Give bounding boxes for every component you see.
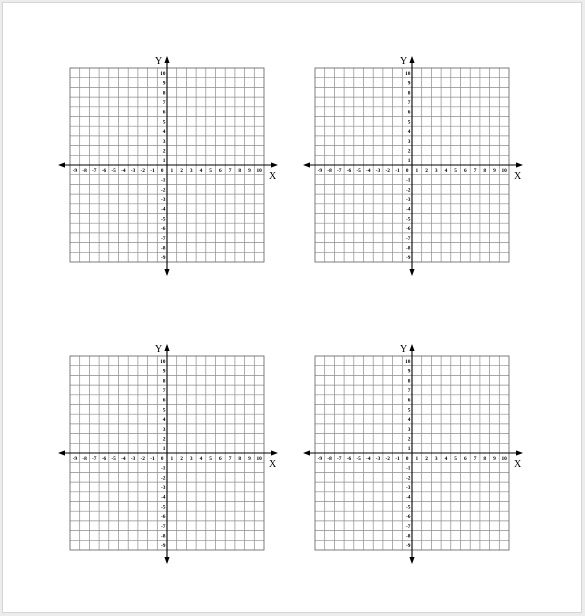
y-tick-label: 7 <box>162 99 166 106</box>
y-tick-label: 8 <box>407 90 411 97</box>
x-tick-label: -7 <box>92 168 97 175</box>
x-tick-label: 2 <box>425 456 428 463</box>
y-tick-label: 3 <box>162 138 166 145</box>
x-tick-label: -2 <box>385 456 390 463</box>
x-tick-label: 10 <box>256 456 262 463</box>
y-axis-top-arrow <box>164 56 169 63</box>
y-tick-label: -8 <box>406 533 411 540</box>
y-axis-top-arrow <box>409 344 414 351</box>
x-tick-label: -9 <box>72 168 78 175</box>
coordinate-graph-bottom-left <box>58 344 278 564</box>
x-tick-label: 3 <box>434 168 438 175</box>
y-tick-label: 5 <box>407 119 411 126</box>
x-tick-label: 5 <box>209 456 213 463</box>
x-tick-label: -8 <box>327 456 332 463</box>
y-axis-bottom-arrow <box>164 557 169 564</box>
x-tick-label: 0 <box>160 168 164 175</box>
x-tick-label: 10 <box>256 168 262 175</box>
x-tick-label: -3 <box>375 168 381 175</box>
y-tick-label: 2 <box>162 436 166 443</box>
x-tick-label: -4 <box>121 168 126 175</box>
y-tick-label: -5 <box>161 216 166 223</box>
x-axis-right-arrow <box>516 162 523 167</box>
x-tick-label: -2 <box>140 456 145 463</box>
x-tick-label: -1 <box>395 168 400 175</box>
x-tick-label: -7 <box>337 168 342 175</box>
y-tick-label: -1 <box>161 465 166 472</box>
y-tick-label: -6 <box>161 514 166 521</box>
y-tick-label: 2 <box>162 148 166 155</box>
x-tick-label: -4 <box>366 168 371 175</box>
y-tick-label: 6 <box>407 397 411 404</box>
x-tick-label: -8 <box>327 168 332 175</box>
y-tick-label: -7 <box>161 523 166 530</box>
y-axis-label: Y <box>400 344 408 355</box>
y-tick-label: -5 <box>406 216 411 223</box>
y-tick-label: -2 <box>406 187 411 194</box>
y-tick-label: 1 <box>162 158 166 165</box>
x-tick-label: -9 <box>72 456 78 463</box>
coordinate-graph-bottom-right <box>303 344 523 564</box>
y-tick-label: 3 <box>162 426 166 433</box>
coordinate-graph-sheet <box>3 3 583 614</box>
x-tick-label: 8 <box>483 168 487 175</box>
x-tick-label: 2 <box>425 168 428 175</box>
y-tick-label: -2 <box>161 475 166 482</box>
x-tick-label: -5 <box>356 168 361 175</box>
y-tick-label: 8 <box>162 90 166 97</box>
x-tick-label: 3 <box>189 168 193 175</box>
x-tick-label: 1 <box>415 168 419 175</box>
x-tick-label: -6 <box>101 456 107 463</box>
y-axis-bottom-arrow <box>164 269 169 276</box>
y-tick-label: 1 <box>407 446 411 453</box>
x-tick-label: 0 <box>405 168 409 175</box>
x-axis-label: X <box>514 459 522 470</box>
x-tick-label: 9 <box>248 456 251 463</box>
worksheet-page <box>2 2 582 613</box>
x-tick-label: 1 <box>170 168 174 175</box>
y-tick-label: 7 <box>407 99 411 106</box>
y-tick-label: -9 <box>161 255 166 262</box>
y-tick-label: 2 <box>407 436 411 443</box>
y-tick-label: -8 <box>161 245 166 252</box>
y-tick-label: 8 <box>407 378 411 385</box>
coordinate-graph-top-left <box>58 56 278 276</box>
y-tick-label: 6 <box>162 109 166 116</box>
x-tick-label: -2 <box>385 168 390 175</box>
x-tick-label: 6 <box>218 456 222 463</box>
y-tick-label: -2 <box>161 187 166 194</box>
y-axis-label: Y <box>155 344 163 355</box>
y-tick-label: 7 <box>162 387 166 394</box>
x-tick-label: 0 <box>405 456 409 463</box>
x-tick-label: 4 <box>444 168 448 175</box>
x-tick-label: 1 <box>415 456 419 463</box>
x-tick-label: -1 <box>150 456 155 463</box>
y-tick-label: 1 <box>162 446 166 453</box>
x-axis-right-arrow <box>271 450 278 455</box>
y-tick-label: -3 <box>161 196 166 203</box>
y-tick-label: -1 <box>161 177 166 184</box>
y-tick-label: 10 <box>405 358 411 365</box>
x-tick-label: -7 <box>337 456 342 463</box>
x-tick-label: 5 <box>209 168 213 175</box>
x-tick-label: 9 <box>493 456 496 463</box>
y-tick-label: -7 <box>406 523 411 530</box>
x-tick-label: -8 <box>82 456 87 463</box>
x-tick-label: -3 <box>130 168 136 175</box>
y-tick-label: -4 <box>406 206 411 213</box>
y-tick-label: -3 <box>406 484 411 491</box>
y-tick-label: -7 <box>161 235 166 242</box>
y-tick-label: -6 <box>406 226 411 233</box>
y-tick-label: -1 <box>406 465 411 472</box>
x-tick-label: 7 <box>228 456 232 463</box>
y-tick-label: 9 <box>162 80 166 87</box>
x-axis-left-arrow <box>303 162 310 167</box>
axes <box>303 344 523 564</box>
axes <box>58 344 278 564</box>
x-axis-right-arrow <box>271 162 278 167</box>
x-tick-label: 3 <box>434 456 438 463</box>
axes <box>303 56 523 276</box>
y-axis-bottom-arrow <box>409 557 414 564</box>
y-tick-label: 4 <box>162 129 166 136</box>
y-tick-label: -1 <box>406 177 411 184</box>
x-tick-label: 8 <box>483 456 487 463</box>
x-tick-label: 7 <box>473 456 477 463</box>
x-tick-label: 10 <box>501 168 507 175</box>
y-tick-label: 9 <box>162 368 166 375</box>
y-tick-label: -9 <box>161 543 166 550</box>
y-axis-bottom-arrow <box>409 269 414 276</box>
y-tick-label: -6 <box>406 514 411 521</box>
y-axis-top-arrow <box>164 344 169 351</box>
y-tick-label: 2 <box>407 148 411 155</box>
y-tick-label: 3 <box>407 138 411 145</box>
x-tick-label: -8 <box>82 168 87 175</box>
x-tick-label: 7 <box>228 168 232 175</box>
y-tick-label: 4 <box>407 129 411 136</box>
y-tick-label: -3 <box>161 484 166 491</box>
y-tick-label: -4 <box>161 494 166 501</box>
y-tick-label: -9 <box>406 255 411 262</box>
x-tick-label: 3 <box>189 456 193 463</box>
y-tick-label: 9 <box>407 80 411 87</box>
x-tick-label: -1 <box>150 168 155 175</box>
x-tick-label: -5 <box>111 456 116 463</box>
x-tick-label: -9 <box>317 168 323 175</box>
y-axis-top-arrow <box>409 56 414 63</box>
y-axis-label: Y <box>155 56 163 67</box>
x-tick-label: -6 <box>101 168 107 175</box>
x-axis-left-arrow <box>58 450 65 455</box>
x-tick-label: 2 <box>180 168 183 175</box>
x-tick-label: 4 <box>444 456 448 463</box>
y-tick-label: 6 <box>162 397 166 404</box>
coordinate-graph-top-right <box>303 56 523 276</box>
x-tick-label: 6 <box>463 456 467 463</box>
x-tick-label: 6 <box>218 168 222 175</box>
x-axis-left-arrow <box>303 450 310 455</box>
y-tick-label: 3 <box>407 426 411 433</box>
y-tick-label: 4 <box>407 417 411 424</box>
y-tick-label: -5 <box>161 504 166 511</box>
x-axis-label: X <box>269 171 277 182</box>
y-tick-label: 8 <box>162 378 166 385</box>
y-tick-label: -4 <box>406 494 411 501</box>
y-tick-label: -6 <box>161 226 166 233</box>
x-tick-label: 10 <box>501 456 507 463</box>
y-tick-label: 5 <box>162 119 166 126</box>
x-tick-label: 7 <box>473 168 477 175</box>
y-tick-label: 6 <box>407 109 411 116</box>
x-tick-label: 9 <box>493 168 496 175</box>
y-tick-label: -7 <box>406 235 411 242</box>
y-tick-label: -2 <box>406 475 411 482</box>
x-tick-label: 1 <box>170 456 174 463</box>
x-tick-label: -3 <box>130 456 136 463</box>
x-tick-label: 8 <box>238 168 242 175</box>
x-tick-label: 9 <box>248 168 251 175</box>
x-tick-label: -7 <box>92 456 97 463</box>
x-axis-label: X <box>514 171 522 182</box>
x-tick-label: 8 <box>238 456 242 463</box>
x-axis-label: X <box>269 459 277 470</box>
x-tick-label: -6 <box>346 168 352 175</box>
y-tick-label: 9 <box>407 368 411 375</box>
y-tick-label: -8 <box>161 533 166 540</box>
y-tick-label: -4 <box>161 206 166 213</box>
y-tick-label: -8 <box>406 245 411 252</box>
axes <box>58 56 278 276</box>
y-tick-label: 5 <box>162 407 166 414</box>
y-tick-label: 10 <box>160 70 166 77</box>
y-tick-label: 10 <box>405 70 411 77</box>
y-tick-label: -3 <box>406 196 411 203</box>
y-tick-label: 4 <box>162 417 166 424</box>
x-axis-left-arrow <box>58 162 65 167</box>
x-tick-label: 5 <box>454 168 458 175</box>
y-tick-label: 10 <box>160 358 166 365</box>
x-tick-label: -1 <box>395 456 400 463</box>
x-tick-label: 4 <box>199 456 203 463</box>
y-tick-label: -5 <box>406 504 411 511</box>
x-tick-label: -5 <box>356 456 361 463</box>
y-tick-label: 1 <box>407 158 411 165</box>
y-tick-label: -9 <box>406 543 411 550</box>
x-tick-label: 0 <box>160 456 164 463</box>
y-axis-label: Y <box>400 56 408 67</box>
y-tick-label: 7 <box>407 387 411 394</box>
x-tick-label: -9 <box>317 456 323 463</box>
x-tick-label: -5 <box>111 168 116 175</box>
x-axis-right-arrow <box>516 450 523 455</box>
x-tick-label: -4 <box>366 456 371 463</box>
y-tick-label: 5 <box>407 407 411 414</box>
x-tick-label: 5 <box>454 456 458 463</box>
x-tick-label: 2 <box>180 456 183 463</box>
x-tick-label: -6 <box>346 456 352 463</box>
x-tick-label: 6 <box>463 168 467 175</box>
x-tick-label: -4 <box>121 456 126 463</box>
x-tick-label: -3 <box>375 456 381 463</box>
x-tick-label: -2 <box>140 168 145 175</box>
x-tick-label: 4 <box>199 168 203 175</box>
